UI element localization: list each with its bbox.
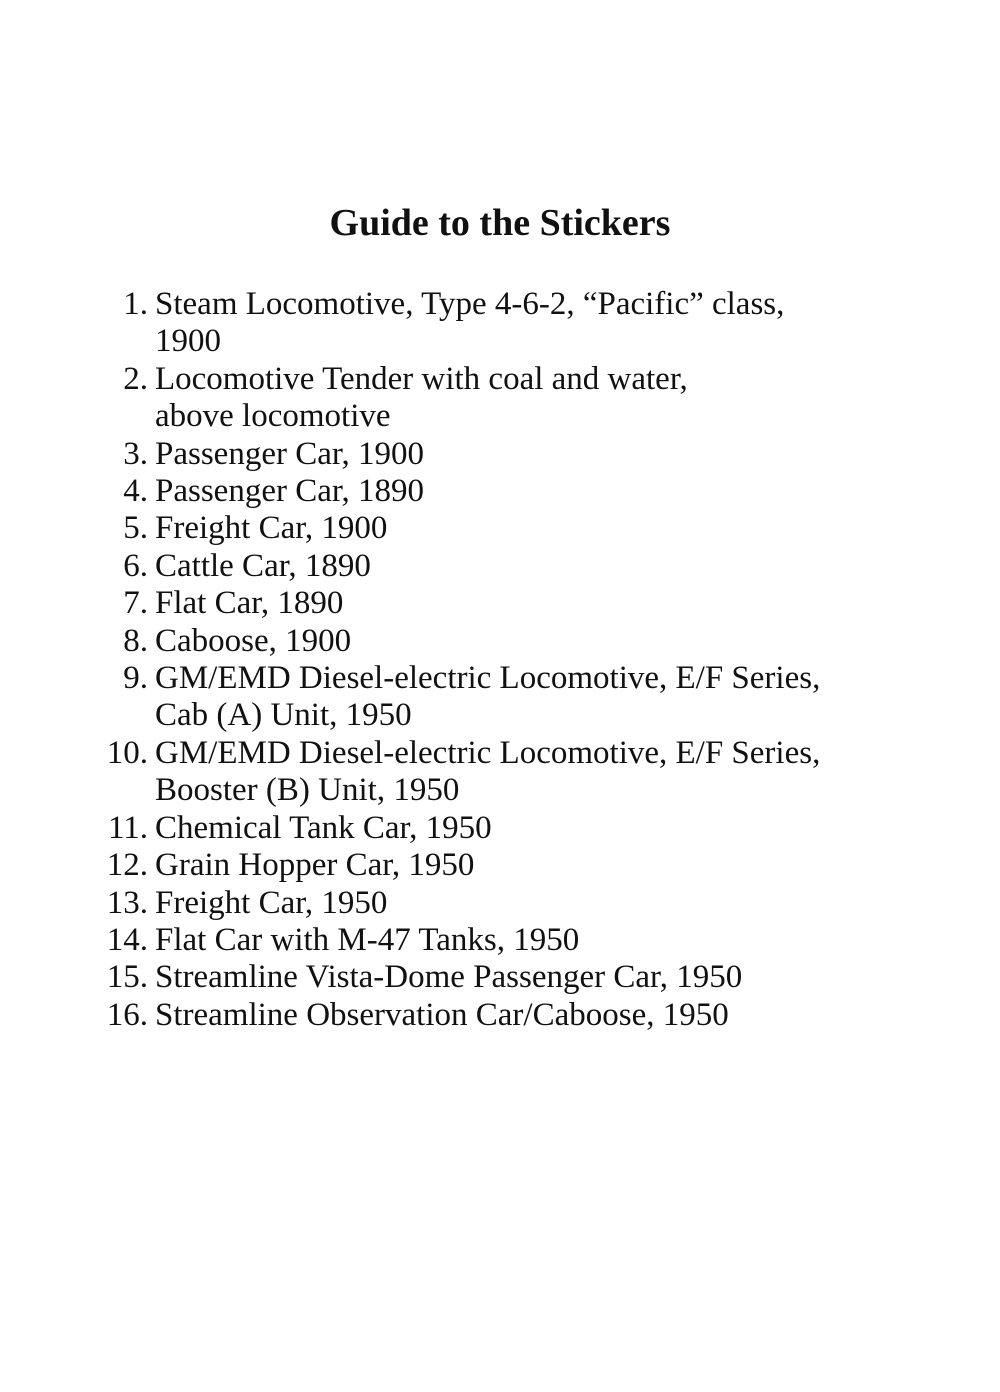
list-item (90, 885, 970, 922)
item-number: 15. (106, 959, 148, 996)
list-item (90, 436, 970, 473)
item-number: 11. (107, 809, 148, 846)
item-text-line: Flat Car with M-47 Tanks, 1950 (155, 921, 580, 958)
item-text (148, 585, 965, 622)
item-number: 12. (106, 847, 148, 884)
list-item (90, 735, 970, 810)
list-item (90, 810, 970, 847)
item-number: 9. (123, 660, 148, 697)
item-text (148, 922, 965, 959)
item-text (148, 885, 965, 922)
item-text-line: Passenger Car, 1900 (155, 435, 425, 472)
page-title: Guide to the Stickers (329, 202, 671, 244)
item-text-line: Flat Car, 1890 (155, 585, 344, 622)
item-number: 4. (123, 473, 148, 510)
item-text (148, 735, 965, 810)
item-text (148, 548, 965, 585)
item-text (148, 660, 965, 735)
list-item (90, 623, 970, 660)
item-text-line: Locomotive Tender with coal and water, (155, 360, 688, 397)
item-text-line: Booster (B) Unit, 1950 (155, 772, 460, 809)
item-text-line: Grain Hopper Car, 1950 (155, 847, 475, 884)
item-number: 7. (123, 585, 148, 622)
list-item (90, 660, 970, 735)
item-text (148, 997, 965, 1034)
item-number: 10. (106, 734, 148, 771)
item-number: 1. (123, 286, 148, 322)
item-number: 3. (123, 435, 148, 472)
item-text-line: Chemical Tank Car, 1950 (155, 809, 492, 846)
item-text-line: 1900 (155, 323, 221, 360)
list-item (90, 922, 970, 959)
item-number: 14. (106, 921, 148, 958)
item-text-line: above locomotive (155, 398, 391, 435)
item-text-line: Cab (A) Unit, 1950 (155, 697, 412, 734)
list-item (90, 997, 970, 1034)
item-text-line: Caboose, 1900 (155, 622, 352, 659)
item-text-line: Steam Locomotive, Type 4-6-2, “Pacific” class, (155, 286, 785, 322)
item-text-line: GM/EMD Diesel-electric Locomotive, E/F Series, (155, 734, 821, 771)
item-text-line: Streamline Vista-Dome Passenger Car, 1950 (155, 959, 743, 996)
list-item (90, 286, 970, 361)
item-number: 16. (106, 996, 148, 1033)
item-text (148, 623, 965, 660)
item-text-line: GM/EMD Diesel-electric Locomotive, E/F Series, (155, 660, 821, 697)
item-number: 2. (123, 360, 148, 397)
item-text (148, 810, 965, 847)
list-item (90, 959, 970, 996)
list-item (90, 473, 970, 510)
item-text (148, 436, 965, 473)
item-text (148, 847, 965, 884)
item-text-line: Streamline Observation Car/Caboose, 1950 (155, 996, 729, 1033)
list-item (90, 510, 970, 547)
item-text-line: Freight Car, 1900 (155, 510, 388, 547)
item-text (148, 510, 965, 547)
item-text (148, 286, 965, 361)
list-item (90, 548, 970, 585)
list-item (90, 585, 970, 622)
sticker-list (90, 286, 970, 1034)
item-text-line: Cattle Car, 1890 (155, 547, 371, 584)
list-item (90, 361, 970, 436)
list-item (90, 847, 970, 884)
item-text-line: Freight Car, 1950 (155, 884, 388, 921)
item-text (148, 473, 965, 510)
item-text (148, 361, 965, 436)
item-number: 6. (123, 547, 148, 584)
item-number: 13. (106, 884, 148, 921)
item-number: 5. (123, 510, 148, 547)
item-text (148, 959, 965, 996)
item-text-line: Passenger Car, 1890 (155, 473, 425, 510)
item-number: 8. (123, 622, 148, 659)
